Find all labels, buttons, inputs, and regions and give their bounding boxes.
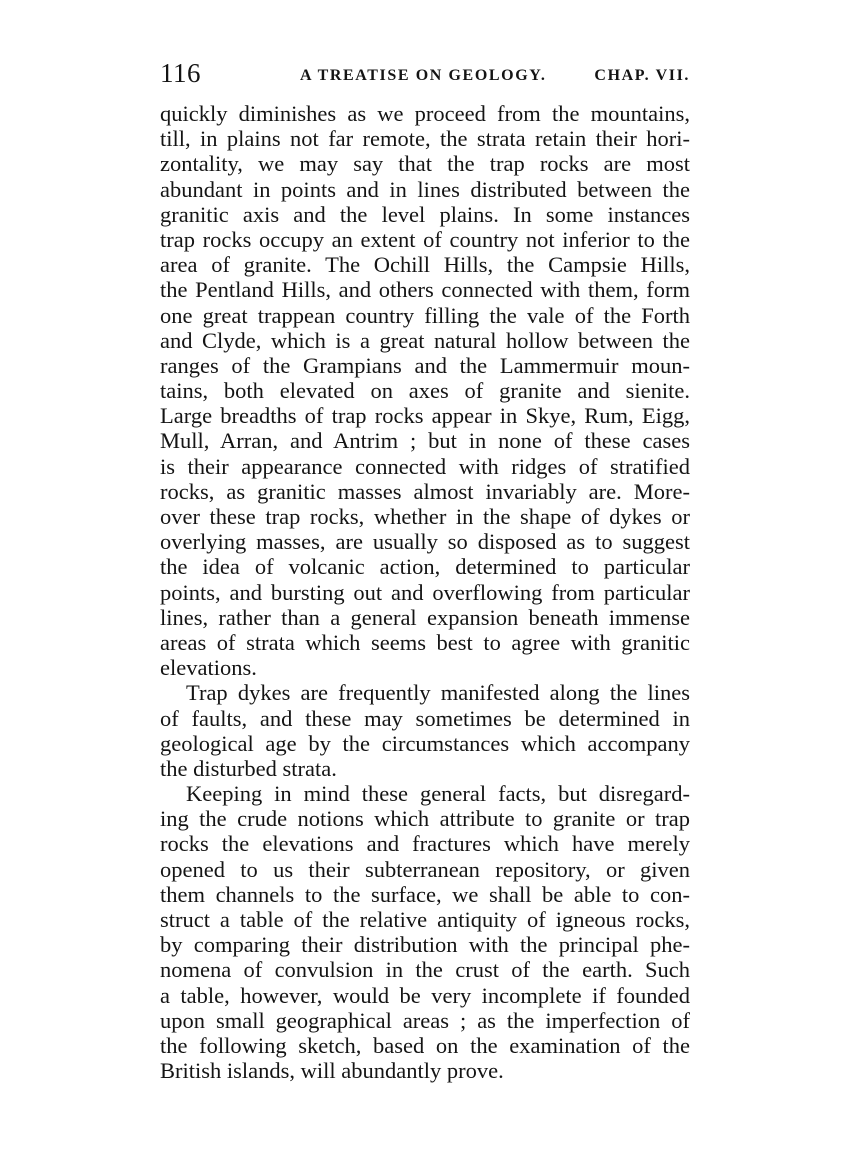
text-line: them channels to the surface, we shall be able to con- <box>160 881 690 907</box>
text-line: Mull, Arran, and Antrim ; but in none of these cases <box>160 428 690 454</box>
text-line: ranges of the Grampians and the Lammermuir moun- <box>160 352 690 378</box>
text-line: the idea of volcanic action, determined to particular <box>160 554 690 580</box>
text-line: and Clyde, which is a great natural hollow between the <box>160 327 690 353</box>
text-line: quickly diminishes as we proceed from the mountains, <box>160 101 690 126</box>
text-line: by comparing their distribution with the principal phe- <box>160 932 690 958</box>
text-line: the disturbed strata. <box>160 755 337 781</box>
text-line: Keeping in mind these general facts, but disregard- <box>186 781 690 807</box>
text-line: of faults, and these may sometimes be determined in <box>160 705 690 731</box>
text-line: ing the crude notions which attribute to granite or trap <box>160 806 690 832</box>
text-line: lines, rather than a general expansion beneath immense <box>160 604 690 630</box>
text-line: till, in plains not far remote, the strata retain their hori- <box>160 126 690 152</box>
running-title: A TREATISE ON GEOLOGY. <box>300 67 547 84</box>
text-line: points, and bursting out and overflowing from particular <box>160 579 690 605</box>
text-line: elevations. <box>160 655 257 681</box>
text-line: tains, both elevated on axes of granite and sienite. <box>160 378 690 404</box>
paragraph <box>160 101 690 680</box>
text-line: the following sketch, based on the examination of the <box>160 1032 690 1058</box>
body-text <box>160 101 690 1083</box>
paragraph <box>160 781 690 1083</box>
text-line: upon small geographical areas ; as the imperfection of <box>160 1007 690 1033</box>
text-line: areas of strata which seems best to agree with granitic <box>160 629 690 655</box>
text-line: Trap dykes are frequently manifested along the lines <box>186 680 690 706</box>
page-number: 116 <box>160 58 201 88</box>
text-line: struct a table of the relative antiquity of igneous rocks, <box>160 907 690 932</box>
text-line: a table, however, would be very incomplete if founded <box>160 982 690 1008</box>
text-line: overlying masses, are usually so disposed as to suggest <box>160 529 690 555</box>
text-line: abundant in points and in lines distributed between the <box>160 176 690 202</box>
text-line: over these trap rocks, whether in the shape of dykes or <box>160 504 690 529</box>
text-line: Large breadths of trap rocks appear in Skye, Rum, Eigg, <box>160 403 690 429</box>
text-line: the Pentland Hills, and others connected with them, form <box>160 277 690 303</box>
running-header <box>160 58 690 92</box>
text-line: rocks the elevations and fractures which have merely <box>160 831 690 857</box>
chapter-label: CHAP. VII. <box>594 67 690 84</box>
text-line: trap rocks occupy an extent of country not inferior to the <box>160 226 690 252</box>
text-line: area of granite. The Ochill Hills, the Campsie Hills, <box>160 252 690 278</box>
text-line: granitic axis and the level plains. In some instances <box>160 201 690 227</box>
text-line: British islands, will abundantly prove. <box>160 1058 504 1084</box>
text-line: geological age by the circumstances which accompany <box>160 730 690 756</box>
text-line: rocks, as granitic masses almost invariably are. More- <box>160 478 690 504</box>
text-line: zontality, we may say that the trap rocks are most <box>160 151 690 177</box>
text-line: opened to us their subterranean repository, or given <box>160 856 690 882</box>
text-line: is their appearance connected with ridges of stratified <box>160 453 690 479</box>
text-line: one great trappean country filling the vale of the Forth <box>160 302 690 328</box>
paragraph <box>160 680 690 781</box>
text-line: nomena of convulsion in the crust of the earth. Such <box>160 957 690 983</box>
